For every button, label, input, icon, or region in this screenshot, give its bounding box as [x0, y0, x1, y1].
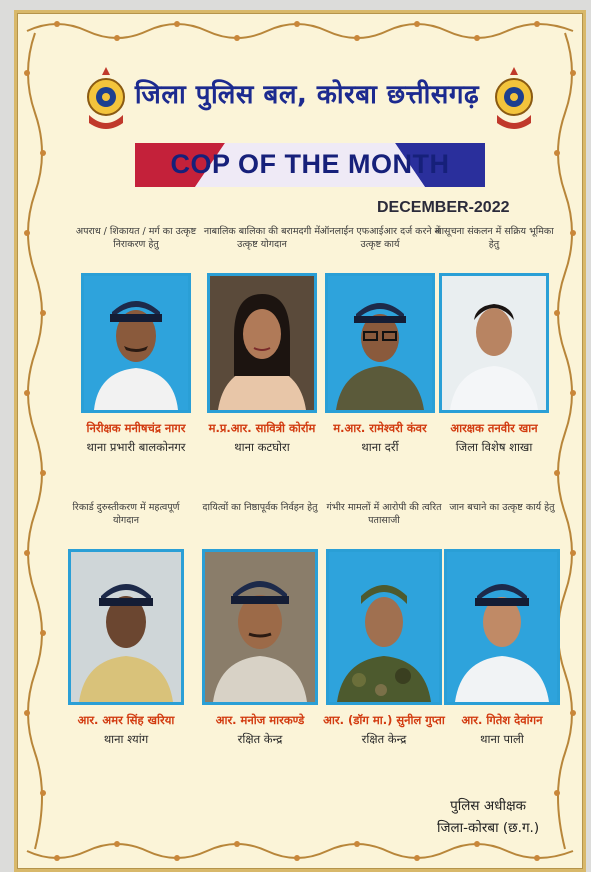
awardee-photo — [202, 549, 318, 705]
awardee-posting: थाना पाली — [480, 732, 524, 746]
month-label: DECEMBER-2022 — [377, 199, 510, 216]
floral-border-bottom — [17, 835, 583, 869]
award-category: अपराध / शिकायत / मर्ग का उत्कृष्ट निराकरण हेतु — [75, 226, 197, 250]
awardee-card — [73, 225, 199, 455]
police-emblem-icon — [491, 65, 537, 135]
awardee-photo — [326, 549, 442, 705]
awardee-posting: रक्षित केन्द्र — [237, 732, 283, 746]
award-category: दायित्वों का निष्ठापूर्वक निर्वहन हेतु — [202, 502, 318, 513]
awardee-posting: थाना दर्री — [361, 440, 399, 454]
poster — [14, 10, 586, 872]
signature-title: पुलिस अधीक्षक — [450, 798, 526, 814]
award-category: रिकार्ड दुरुस्तीकरण में महत्वपूर्ण योगदान — [72, 502, 180, 526]
officer-portrait — [84, 276, 188, 410]
awardee-photo — [207, 273, 317, 413]
awardee-photo — [68, 549, 184, 705]
award-category: नाबालिक बालिका की बरामदगी में उत्कृष्ट योगदान — [203, 226, 321, 250]
officer-portrait — [205, 552, 315, 702]
award-category: जान बचाने का उत्कृष्ट कार्य हेतु — [449, 502, 555, 513]
award-category: गंभीर मामलों में आरोपी की त्वरित पतासाजी — [326, 502, 442, 526]
page-title: जिला पुलिस बल, कोरबा छत्तीसगढ़ — [134, 80, 480, 110]
awardee-photo — [81, 273, 191, 413]
police-emblem-icon — [83, 65, 129, 135]
awardee-photo — [439, 273, 549, 413]
awardee-name: आर. अमर सिंह खरिया — [77, 713, 175, 727]
awardee-posting: रक्षित केन्द्र — [361, 732, 407, 746]
officer-portrait — [447, 552, 557, 702]
awardee-card — [321, 501, 447, 747]
awardee-photo — [444, 549, 560, 705]
award-category: आसूचना संकलन में सक्रिय भूमिका हेतु — [434, 226, 554, 250]
floral-border-top — [17, 13, 583, 47]
awardee-name: म.आर. रामेश्वरी कंवर — [333, 421, 427, 435]
awardee-card — [439, 501, 565, 747]
awardee-posting: थाना श्यांग — [103, 732, 149, 746]
award-category: ऑनलाईन एफआईआर दर्ज करने में उत्कृष्ट कार्य — [319, 226, 441, 250]
awardee-name: निरीक्षक मनीषचंद्र नागर — [86, 421, 186, 435]
awardee-posting: थाना प्रभारी बालकोनगर — [86, 440, 186, 454]
officer-portrait — [442, 276, 546, 410]
awardee-card — [197, 501, 323, 747]
awardee-name: आर. मनोज मारकण्डे — [215, 713, 305, 727]
banner-title: COP OF THE MONTH — [170, 149, 450, 179]
floral-border-left — [17, 13, 51, 869]
awardee-card — [63, 501, 189, 747]
awardee-card — [431, 225, 557, 455]
signature-block — [437, 795, 539, 839]
awardee-name: आर. गितेश देवांगन — [461, 713, 543, 727]
signature-district: जिला-कोरबा (छ.ग.) — [437, 820, 540, 836]
officer-portrait — [329, 552, 439, 702]
officer-portrait — [71, 552, 181, 702]
awardee-card — [199, 225, 325, 455]
awardee-posting: जिला विशेष शाखा — [455, 440, 533, 454]
officer-portrait — [328, 276, 432, 410]
awardee-posting: थाना कटघोरा — [234, 440, 290, 454]
awardee-name: आरक्षक तनवीर खान — [450, 421, 538, 435]
awardee-card — [317, 225, 443, 455]
awardee-name: आर. (डॉग मा.) सुनील गुप्ता — [323, 713, 445, 727]
awardee-name: म.प्र.आर. सावित्री कोर्राम — [208, 421, 316, 435]
awardee-photo — [325, 273, 435, 413]
officer-portrait — [210, 276, 314, 410]
